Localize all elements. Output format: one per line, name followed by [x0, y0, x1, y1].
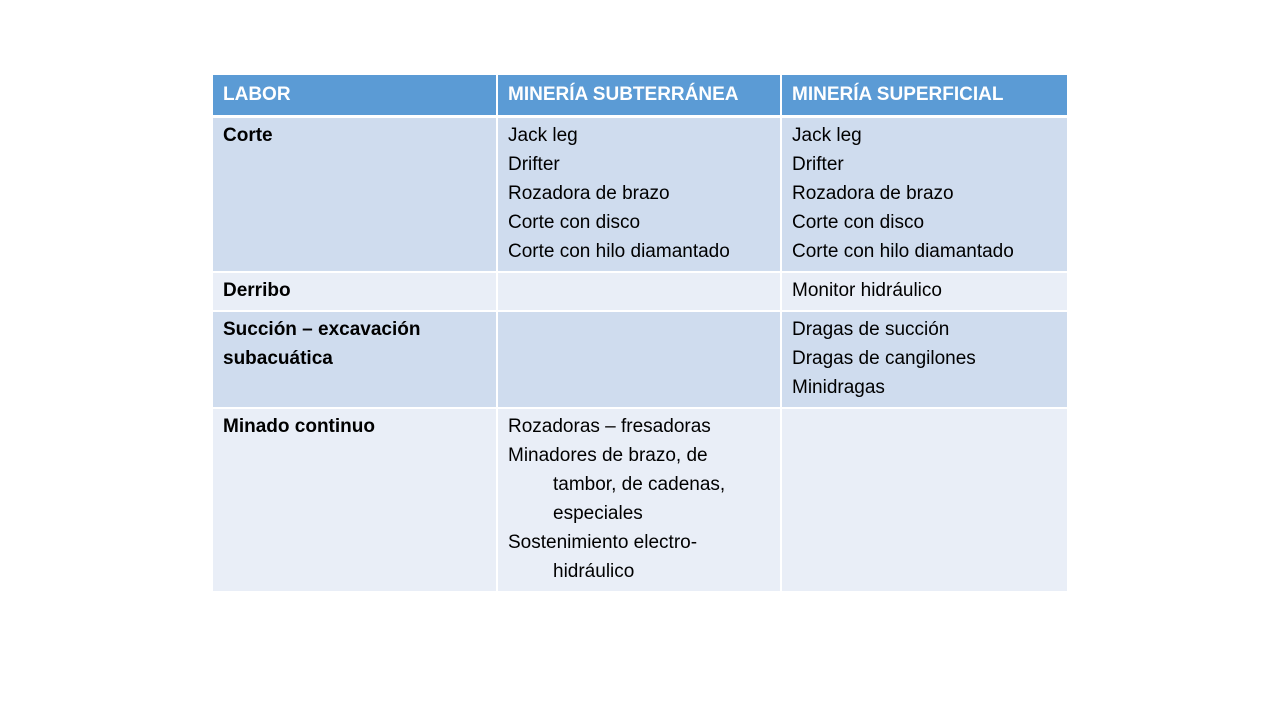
list-item: Dragas de succión [792, 319, 950, 340]
cell-labor [213, 272, 497, 311]
cell-superficial [781, 408, 1067, 592]
list-item: Corte con disco [792, 212, 925, 233]
list-item: Monitor hidráulico [792, 280, 942, 301]
cell-subterranea [497, 272, 781, 311]
cell-superficial [781, 311, 1067, 408]
cell-superficial [781, 272, 1067, 311]
list-item: Rozadora de brazo [792, 183, 954, 204]
list-item: Jack leg [792, 125, 862, 146]
list-item: Minidragas [792, 377, 885, 398]
cell-labor [213, 117, 497, 273]
list-item: Corte con hilo diamantado [792, 241, 1014, 262]
cell-labor [213, 408, 497, 592]
list-item: Minadores de brazo, de tambor, de cadenas, especiales [508, 445, 726, 524]
list-item: Rozadora de brazo [508, 183, 670, 204]
labor-label: Succión – excavación subacuática [223, 319, 421, 369]
cell-subterranea [497, 117, 781, 273]
table-row-minado-continuo [213, 408, 1067, 592]
header-mineria-subterranea: MINERÍA SUBTERRÁNEA [497, 75, 781, 117]
cell-subterranea [497, 311, 781, 408]
table-row-derribo [213, 272, 1067, 311]
cell-labor [213, 311, 497, 408]
cell-subterranea [497, 408, 781, 592]
table-row-corte [213, 117, 1067, 273]
list-item: Sostenimiento electro-hidráulico [508, 532, 698, 582]
mining-methods-table [213, 75, 1067, 593]
header-labor: LABOR [213, 75, 497, 117]
list-item: Drifter [792, 154, 844, 175]
list-item: Dragas de cangilones [792, 348, 976, 369]
labor-label: Corte [223, 125, 273, 146]
header-row [213, 75, 1067, 117]
list-item: Corte con disco [508, 212, 641, 233]
list-item: Rozadoras – fresadoras [508, 416, 711, 437]
list-item: Corte con hilo diamantado [508, 241, 730, 262]
table-row-succion [213, 311, 1067, 408]
cell-superficial [781, 117, 1067, 273]
header-mineria-superficial: MINERÍA SUPERFICIAL [781, 75, 1067, 117]
labor-label: Derribo [223, 280, 291, 301]
list-item: Drifter [508, 154, 560, 175]
list-item: Jack leg [508, 125, 578, 146]
labor-label: Minado continuo [223, 416, 375, 437]
